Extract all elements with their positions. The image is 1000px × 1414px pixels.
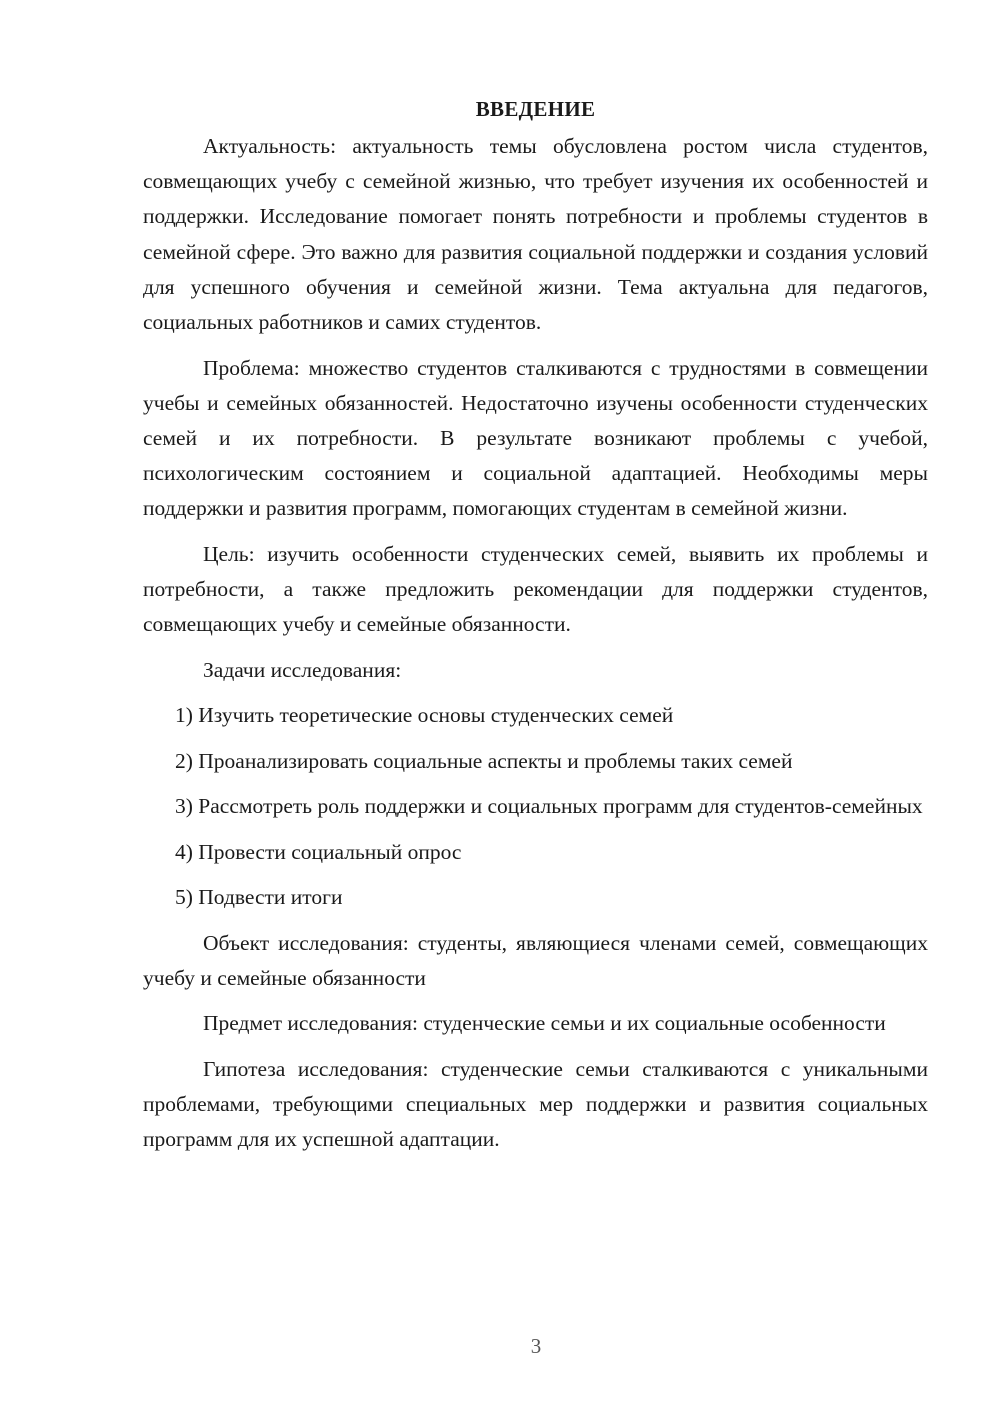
- tasks-heading: Задачи исследования:: [203, 657, 402, 682]
- task-item: 1) Изучить теоретические основы студенческих семей: [175, 703, 674, 728]
- problem-paragraph: Проблема: множество студентов сталкиваются с трудностями в совмещении учебы и семейных обязанностей. Недостаточно изучены особенности студенческих семей и их потребности. В результате возникают проблемы с учебой, психологическим состоянием и социальной адаптацией. Необходимы меры поддержки и развития программ, помогающих студентам в семейной жизни.: [143, 355, 928, 521]
- task-item: 3) Рассмотреть роль поддержки и социальных программ для студентов-семейных: [175, 794, 923, 819]
- object-paragraph: Объект исследования: студенты, являющиеся членами семей, совмещающих учебу и семейные обязанности: [143, 930, 928, 990]
- document-page: [143, 92, 928, 1168]
- hypothesis-paragraph: Гипотеза исследования: студенческие семьи сталкиваются с уникальными проблемами, требующими специальных мер поддержки и развития социальных программ для их успешной адаптации.: [143, 1056, 928, 1152]
- goal-paragraph: Цель: изучить особенности студенческих семей, выявить их проблемы и потребности, а также предложить рекомендации для поддержки студентов, совмещающих учебу и семейные обязанности.: [143, 541, 928, 637]
- task-item: 2) Проанализировать социальные аспекты и проблемы таких семей: [175, 748, 793, 773]
- section-heading: ВВЕДЕНИЕ: [475, 97, 596, 121]
- subject-paragraph: Предмет исследования: студенческие семьи и их социальные особенности: [203, 1011, 886, 1036]
- task-item: 4) Провести социальный опрос: [175, 839, 462, 864]
- relevance-paragraph: Актуальность: актуальность темы обусловлена ростом числа студентов, совмещающих учебу с семейной жизнью, что требует изучения их особенностей и поддержки. Исследование помогает понять потребности и проблемы студентов в семейной сфере. Это важно для развития социальной поддержки и создания условий для успешного обучения и семейной жизни. Тема актуальна для педагогов, социальных работников и самих студентов.: [143, 134, 928, 335]
- page-number: 3: [530, 1334, 542, 1358]
- task-item: 5) Подвести итоги: [175, 885, 343, 910]
